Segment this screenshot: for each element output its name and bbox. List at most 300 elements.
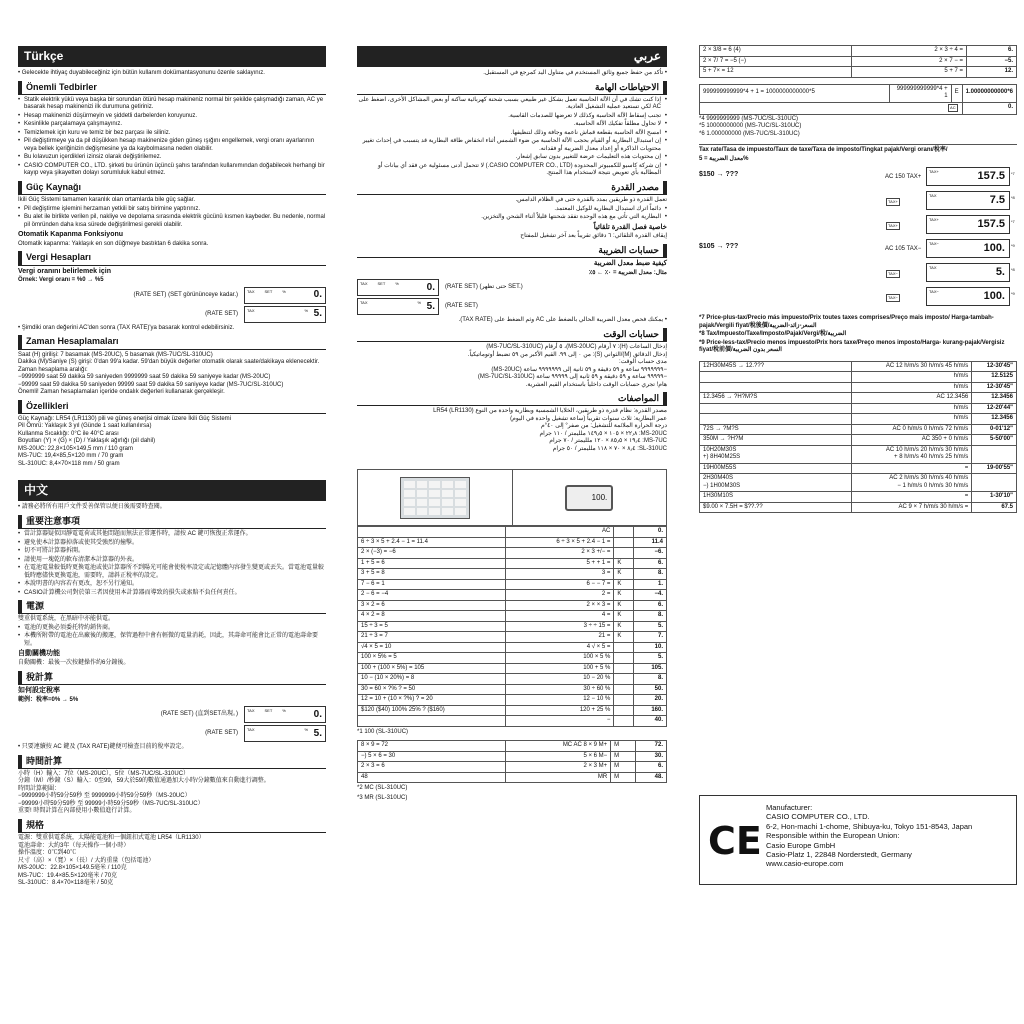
flag-cell	[614, 695, 634, 706]
list-item: • Temizlemek için kuru ve temiz bir bez parçası ile siliniz.	[18, 130, 326, 138]
table-row	[700, 46, 1017, 57]
flag-cell: M	[611, 762, 636, 773]
expression-cell: 15 ÷ 3 = 5	[358, 621, 506, 632]
intro-text: • Gelecekte ihtiyaç duyabileceğiniz için bütün kullanım dokümantasyonunu özenle saklayınız.	[18, 70, 265, 76]
expression-cell	[358, 527, 506, 538]
list-item: • Pil değiştirmeye ya da pil düşükken hesap makinenize giden güneş ışığını engellemek, vergi oranı ayarlarının veya bellek içeriğinizin değişmesine ya da kaybolmasına neden olabilir.	[18, 138, 326, 153]
result-cell: 72.	[635, 741, 666, 752]
expression-cell	[700, 414, 852, 425]
result-cell: 6.	[633, 600, 666, 611]
flag-cell: E	[951, 84, 962, 102]
section-banner-arabic: عربي	[357, 46, 667, 67]
table-row	[358, 653, 667, 664]
keys-cell: 2 =	[506, 590, 614, 601]
display-sample: 100.	[591, 492, 608, 502]
table-row	[700, 393, 1017, 404]
heading-time: 時間計算	[18, 755, 326, 769]
precautions-list	[357, 97, 667, 178]
list-item: • 避免使本計算器掉落或使其受強烈的撞擊。	[18, 540, 326, 548]
flag-cell	[614, 705, 634, 716]
keys-cell: MC AC 8 × 9 M+	[506, 741, 611, 752]
list-item: • 請使用一塊乾的軟布清潔本計算器的外表。	[18, 557, 326, 565]
keys-cell: −	[506, 716, 614, 727]
table-row	[700, 361, 1017, 372]
heading-autooff: Otomatik Kapanma Fonksiyonu	[18, 231, 124, 238]
flag-cell: M	[611, 751, 636, 762]
result-cell: 1.	[633, 579, 666, 590]
expression-cell: 12.3456 → ?H?M?S	[700, 393, 852, 404]
expression-cell: 8 × 9 = 72	[358, 741, 506, 752]
list-item: • إن استبدال البطارية أو القيام بحجب الآلة الحاسبة من ضوء الشمس أثناء انخفاض طاقة البطارية قد يتسبب في إحداث تغيير محتويات الذاكرة أو إعداد معدل الضريبة أو فقدانه.	[357, 138, 667, 153]
tax-setting-title: Vergi oranını belirlemek için	[18, 267, 111, 275]
keys-cell: h/m/s	[852, 403, 972, 414]
result-cell: 6.	[635, 762, 666, 773]
tax-setting-title: كيفية ضبط معدل الضريبة	[593, 260, 667, 267]
table-row	[700, 403, 1017, 414]
heading-spec: المواصفات	[357, 392, 667, 406]
keys-cell: AC 10 h/m/s 20 h/m/s 30 h/m/s + 8 h/m/s 40 h/m/s 25 h/m/s	[852, 445, 972, 463]
table-row	[358, 663, 667, 674]
keys-cell: AC 350 + 0 h/m/s	[852, 435, 972, 446]
keys-cell: 10 − 20 %	[506, 674, 614, 685]
power-list	[18, 625, 326, 649]
tax-example: 範例：稅率=0% → 5%	[18, 696, 79, 703]
result-cell: 6.	[633, 558, 666, 569]
result-cell: 50.	[633, 684, 666, 695]
table-row	[358, 762, 667, 773]
keys-cell: 21 =	[506, 632, 614, 643]
result-cell: 8.	[633, 569, 666, 580]
tax-step-row	[18, 725, 326, 742]
footnote-mark: *8	[1011, 195, 1015, 201]
calculator-display	[926, 287, 1010, 306]
column-arabic-examples	[357, 40, 667, 804]
result-cell: 19-00'55"	[972, 463, 1017, 474]
display-value: 157.5	[977, 170, 1005, 183]
power-text: تعمل القدرة ذو طريقين بمدد بالقدرة حتى في الظلام الدامس.	[515, 197, 667, 203]
keys-cell: 100 + 5 %	[506, 663, 614, 674]
list-item: • امسح الآلة الحاسبة بقطعة قماش ناعمة وجافة وذلك لتنظيفها.	[357, 130, 667, 138]
keys-cell: h/m/s	[852, 382, 972, 393]
expression-cell: 30 = 60 × ?% ? = 50	[358, 684, 506, 695]
table-row	[358, 611, 667, 622]
tax-step-text: (RATE SET)	[205, 310, 238, 317]
keys-cell: 6 − − 7 =	[506, 579, 614, 590]
keys-cell: 5 × 6 M−	[506, 751, 611, 762]
result-cell	[972, 445, 1017, 463]
keypad-illustration-cell	[358, 470, 513, 526]
flag-cell: K	[614, 611, 634, 622]
footnote-mark: *9	[1011, 291, 1015, 297]
result-cell: 12.	[967, 67, 1017, 78]
result-cell: 5-50'00"	[972, 435, 1017, 446]
calculator-display: TAX % 5.	[357, 298, 439, 315]
footnote: *2 MC (SL-310UC)	[357, 785, 408, 792]
expression-cell	[700, 372, 852, 383]
tax-step-row	[357, 298, 667, 315]
tax-note: *7 Price-plus-tax/Precio más impuesto/Prix toutes taxes comprises/Preço mais imposto/ Harga-tambah-pajak/Vergili fiyat/稅後價/السعر-زائد-الضريبة	[699, 315, 994, 329]
expression-cell: −) 5 × 6 = 30	[358, 751, 506, 762]
memory-examples	[357, 740, 667, 783]
expression-cell: 2H30M40S −) 1H00M30S	[700, 474, 852, 492]
tax-example: Örnek: Vergi oranı = %0 → %5	[18, 277, 104, 284]
heading-autooff: خاصية فصل القدرة تلقائياً	[593, 223, 667, 231]
tax-minus-row	[699, 287, 1017, 311]
keys-cell: 12 − 10 %	[506, 695, 614, 706]
table-row	[358, 621, 667, 632]
table-row	[358, 716, 667, 727]
display-value: 157.5	[977, 218, 1005, 231]
result-cell: 0-01'12"	[972, 424, 1017, 435]
flag-cell: M	[611, 772, 636, 783]
precautions-list	[18, 531, 326, 597]
result-cell	[972, 474, 1017, 492]
expression-cell: 2 × (−3) = −6	[358, 548, 506, 559]
flag-cell	[614, 716, 634, 727]
column-right-examples	[699, 45, 1017, 885]
keys-cell	[700, 102, 963, 114]
heading-spec: 規格	[18, 819, 326, 833]
table-row	[700, 102, 1017, 114]
expression-cell: 350M → ?H?M	[700, 435, 852, 446]
calculator-display	[926, 239, 1010, 258]
spec-text: 電源：雙重供電系統，太陽能電池和一個鈕扣式電池 LR54（LR1130） 電池壽命：大約3年（每天操作一個小時） 操作溫度：0℃到40℃ 尺寸（高）×（寬）×（長）/ 大約重量（包括電池） MS-20UC：22.8×105×149.5毫米 / 110克 MS-7UC：19.4×85.5×120毫米 / 70克 SL-310UC：8.4×70×118毫米 / 50克	[18, 835, 205, 886]
list-item: • Hesap makinenizi düşürmeyin ve şiddetli darbelerden koruyunuz.	[18, 113, 326, 121]
keys-cell: MR	[506, 772, 611, 783]
calculator-display	[926, 191, 1010, 210]
keys-cell: 3 =	[506, 569, 614, 580]
keys-cell: AC 12 h/m/s 30 h/m/s 45 h/m/s	[852, 361, 972, 372]
tax-note: *9 Price-less-tax/Precio menos impuesto/Prix hors taxe/Preço menos imposto/Harga- kurang-pajak/Vergisiz fiyat/稅前價/السعر بدون الضريبة	[699, 339, 1005, 354]
expression-cell: 5 + 7× = 12	[700, 67, 852, 78]
heading-precautions: الاحتياطات الهامة	[357, 81, 667, 95]
flag-cell	[614, 642, 634, 653]
power-list	[18, 206, 326, 230]
tax-plus-label: $150 → ???	[699, 171, 739, 179]
tax-step-text: (RATE SET) (直到SET出現。)	[160, 710, 238, 717]
tax-key: TAX−	[888, 271, 898, 277]
flag-cell: K	[614, 569, 634, 580]
tax-example: مثال: معدل الضريبة = ٠٪ ← ٥٪	[589, 269, 667, 276]
result-cell: 8.	[633, 611, 666, 622]
tax-plus-keys: AC 150 TAX+	[885, 174, 922, 181]
tax-minus-row	[699, 239, 1017, 263]
display-tag: TAX−	[929, 289, 939, 295]
calculator-display	[926, 215, 1010, 234]
calculator-display: TAX SET % 0.	[357, 279, 439, 296]
tax-key: TAX−	[888, 295, 898, 301]
display-icon	[565, 485, 613, 511]
tax-rate-title-ar: معدل الضريبة = 5%	[699, 155, 749, 162]
calculator-display: TAX SET % 0.	[244, 706, 326, 723]
precautions-list	[18, 97, 326, 178]
list-item: • لا تحاول مطلقاً تفكيك الآلة الحاسبة.	[357, 121, 667, 129]
keys-cell: h/m/s	[852, 372, 972, 383]
tax-plus-row	[699, 191, 1017, 215]
tax-plus-row	[699, 215, 1017, 239]
table-row	[700, 502, 1017, 513]
time-text: Saat (H) girilişi: 7 basamak (MS-20UC), 5 basamak (MS-7UC/SL-310UC) Dakika (M)/Saniye (S) girişi: 0'dan 99'a kadar. 59'dan büyük değerler otomatik olarak saate/dakikaya eklenecektir. Zaman hesaplama aralığı: −9999999 saat 59 dakika 59 saniyeden 9999999 saat 59 dakika 59 saniyeye kadar (MS-20UC) −99999 saat 59 dakika 59 saniyeden 99999 saat 59 dakika 59 saniyeye kadar (MS-7UC/SL-310UC) Önemli! Zaman hesaplamaları içeride ondalık değerleri kullanarak gerçekleşir.	[18, 351, 320, 395]
time-text: إدخال الساعات (H): ٧ أرقام (MS-20UC)، ٥ أرقام (MS-7UC/SL-310UC) إدخال الدقائق (M)/الثواني (S): من ٠ إلى ٩٩. القيم الأكبر من ٥٩ تضبط أوتوماتيكياً. مدى حساب الوقت: −٩٩٩٩٩٩٩ ساعة و ٥٩ دقيقة و ٥٩ ثانية إلى ٩٩٩٩٩٩٩ ساعة (MS-20UC) −٩٩٩٩٩ ساعة و ٥٩ دقيقة و ٥٩ ثانية إلى ٩٩٩٩٩ ساعة (MS-7UC/SL-310UC) هام! تجري حسابات الوقت داخلياً باستخدام القيم العشرية.	[467, 344, 667, 388]
flag-cell: K	[614, 632, 634, 643]
table-row	[700, 414, 1017, 425]
result-cell: 8.	[633, 674, 666, 685]
tax-step-text: (RATE SET) (SET görününceye kadar.)	[133, 291, 238, 298]
expression-cell: 4 × 2 = 8	[358, 611, 506, 622]
tax-step-row	[18, 306, 326, 323]
keys-cell: 6 ÷ 3 × 5 + 2.4 − 1 =	[506, 537, 614, 548]
result-cell: 12.5125	[972, 372, 1017, 383]
table-row	[700, 492, 1017, 503]
keys-cell: 2 × 7 − =	[852, 56, 967, 67]
display-tag: TAX	[929, 193, 937, 199]
spec-text: Güç Kaynağı: LR54 (LR1130) pili ve güneş enerjisi olmak üzere İkili Güç Sistemi Pil Ömrü: Yaklaşık 3 yıl (Günde 1 saat kullanılırsa) Kullanma Sıcaklığı: 0°C ile 40°C arası Boyutları (Y) × (G) × (D) / Yaklaşık ağırlığı (pil dahil) MS-20UC: 22,8×105×149,5 mm / 110 gram MS-7UC: 19,4×85,5×120 mm / 70 gram SL-310UC: 8,4×70×118 mm / 50 gram	[18, 415, 231, 467]
expression-cell: 2 × 3/8 = 6 (4)	[700, 46, 852, 57]
expression-cell: 2 × 3 = 6	[358, 762, 506, 773]
overflow-example	[699, 84, 1017, 115]
heading-power: مصدر القدرة	[357, 181, 667, 195]
display-value: 7.5	[989, 194, 1005, 207]
tax-note: *8 Tax/Impuesto/Taxe/Imposto/Pajak/Vergi/稅/الضريبة	[699, 331, 847, 338]
display-value: 0.	[426, 281, 435, 293]
table-row	[358, 705, 667, 716]
table-row	[358, 569, 667, 580]
keys-cell: 4 √ × 5 =	[506, 642, 614, 653]
table-row	[700, 67, 1017, 78]
keys-cell: 4 =	[506, 611, 614, 622]
heading-tax: حسابات الضريبة	[357, 244, 667, 258]
intro-text: • 請務必將所有用戶文件妥善保管以便日後需要時查閱。	[18, 504, 166, 511]
autooff-text: 自動關機：最後一次按鍵操作約6分鐘後。	[18, 660, 130, 666]
display-value: 5.	[426, 300, 435, 312]
list-item: • 在電池電量較低時更換電池或使計算器所不到陽光可能會使稅率設定或記憶體內容發生變更或丟失。當電池電量較低時應儘快更換電池，需要時，請斜正稅率的設定。	[18, 565, 326, 580]
list-item: • إن محتويات هذه التعليمات عرضة للتغيير بدون سابق إشعار.	[357, 154, 667, 162]
table-row	[358, 674, 667, 685]
tax-note: • Şimdiki oran değerini AC'den sonra (TAX RATE)'ya basarak kontrol edebilirsiniz.	[18, 324, 235, 331]
expression-cell: 12H30M45S → 12.???	[700, 361, 852, 372]
keys-cell: 2 × 3 M+	[506, 762, 611, 773]
result-cell: 5.	[633, 653, 666, 664]
tax-rate-title: Tax rate/Tasa de impuesto/Taux de taxe/Taxa de imposto/Tingkat pajak/Vergi oranı/稅率/	[699, 147, 948, 154]
keys-cell: 120 + 25 %	[506, 705, 614, 716]
fraction-examples	[699, 45, 1017, 78]
flag-cell	[614, 537, 634, 548]
result-cell: −4.	[633, 590, 666, 601]
keys-cell: 5 + + 1 =	[506, 558, 614, 569]
display-value: 100.	[983, 242, 1005, 255]
keys-cell: AC 12.3456	[852, 393, 972, 404]
flag-cell: K	[614, 558, 634, 569]
expression-cell: 12 = 10 + (10 × ?%) ? = 20	[358, 695, 506, 706]
expression-cell: 7 − 6 = 1	[358, 579, 506, 590]
keys-cell: 2 × 3 ÷ 4 =	[852, 46, 967, 57]
tax-step-text: (RATE SET)	[205, 729, 238, 736]
result-cell: 48.	[635, 772, 666, 783]
heading-autooff: 自動關機功能	[18, 650, 60, 658]
list-item: • Kesinlikle parçalamaya çalışmayınız.	[18, 121, 326, 129]
display-tag: TAX+	[929, 169, 939, 175]
expression-cell: $9.00 × 7.5H = $??.??	[700, 502, 852, 513]
tax-key: TAX+	[888, 223, 898, 229]
footnote-mark: *8	[1011, 267, 1015, 273]
flag-cell: M	[611, 741, 636, 752]
table-row	[358, 548, 667, 559]
result-cell: 160.	[633, 705, 666, 716]
table-row	[358, 632, 667, 643]
table-row	[358, 684, 667, 695]
tax-minus-label: $105 → ???	[699, 243, 739, 251]
heading-power: 電源	[18, 600, 326, 614]
calculator-display: TAX % 5.	[244, 306, 326, 323]
table-row	[700, 463, 1017, 474]
expression-cell: 3 + 5 = 8	[358, 569, 506, 580]
illustration-row	[358, 470, 667, 526]
list-item: • 電池的更換必須委托特約銷售商。	[18, 625, 326, 633]
result-cell: −6.	[633, 548, 666, 559]
result-cell: 105.	[633, 663, 666, 674]
keys-cell: AC 2 h/m/s 30 h/m/s 40 h/m/s − 1 h/m/s 0 h/m/s 30 h/m/s	[852, 474, 972, 492]
tax-step-row	[357, 279, 667, 296]
list-item: • إن شركة كاسيو للكمبيوتر المحدودة (CASIO COMPUTER CO., LTD.) لا تتحمل أدنى مسئولية عن فقد أي بيانات أو المطالبة بأي تعويض نتيجة لاستخدام هذا المنتج.	[357, 163, 667, 178]
expression-cell: 2 − 6 = −4	[358, 590, 506, 601]
list-item: • Pil değiştirme işlemini herzaman yetkili bir satış birimine yaptırınız.	[18, 206, 326, 214]
result-cell: 11.4	[633, 537, 666, 548]
time-text: 小時（H）輸入：7位（MS-20UC），5位（MS-7UC/SL-310UC） 分鐘（M）/秒鐘（S）輸入：0至99，59大於59的數值通過加大小時/分鐘數值來自動進行調整。 時間計算範圍： −9999999小時59分59秒 至 9999999小時59分59秒（MS-20UC） −99999小時59分59秒 至 99999小時59分59秒（MS-7UC/SL-310UC） 重要! 時間計算在內部使用小數值進行計算。	[18, 770, 270, 815]
expression-cell	[358, 716, 506, 727]
expression-cell: 19H00M55S	[700, 463, 852, 474]
keys-cell: AC	[506, 527, 614, 538]
footnote: *1 100 (SL-310UC)	[357, 728, 409, 735]
footnote-mark: *7	[1011, 219, 1015, 225]
list-item: • Bu kılavuzun içerdikleri izinsiz olarak değiştirilemez.	[18, 154, 326, 162]
heading-time: Zaman Hesaplamaları	[18, 335, 326, 349]
tax-minus-row	[699, 263, 1017, 287]
list-item: • 本說明書的內容若有更改，恕不另行通知。	[18, 581, 326, 589]
time-examples	[699, 361, 1017, 514]
tax-step-row	[18, 287, 326, 304]
tax-step-text: (RATE SET) (حتى تظهر SET.)	[445, 284, 523, 290]
keys-cell: 30 ÷ 60 %	[506, 684, 614, 695]
calculator-display: TAX SET % 0.	[244, 287, 326, 304]
result-cell: 0.	[962, 102, 1016, 114]
table-row	[700, 56, 1017, 67]
result-cell: 7.	[633, 632, 666, 643]
expression-cell: 10 − (10 × 20%) = 8	[358, 674, 506, 685]
tax-key: TAX+	[888, 199, 898, 205]
table-row	[700, 474, 1017, 492]
result-cell: 10.	[633, 642, 666, 653]
display-tag: TAX+	[929, 217, 939, 223]
column-turkish-chinese	[18, 40, 326, 889]
list-item: • CASIO COMPUTER CO., LTD. şirketi bu ürünün üçüncü şahıs tarafından kullanımından doğabilecek herhangi bir kayıp veya şikayetten dolayı sorumluluk kabul etmez.	[18, 163, 326, 178]
examples-table	[357, 469, 667, 526]
expression-cell	[700, 403, 852, 414]
list-item: • تجنب إسقاط الآلة الحاسبة وكذلك لا تعرضها للصدمات القاسية.	[357, 113, 667, 121]
manufacturer-box	[699, 795, 1017, 885]
expression-cell: 3 × 2 = 6	[358, 600, 506, 611]
expression-cell: 21 ÷ 3 = 7	[358, 632, 506, 643]
section-banner-chinese: 中文	[18, 480, 326, 501]
expression-cell	[700, 382, 852, 393]
table-row	[700, 84, 1017, 102]
expression-cell: 1 + 5 = 6	[358, 558, 506, 569]
table-row	[358, 751, 667, 762]
result-cell: 12-30'45"	[972, 361, 1017, 372]
table-row	[358, 642, 667, 653]
display-value: 100.	[983, 290, 1005, 303]
result-cell: 12.3456	[972, 393, 1017, 404]
expression-cell: 100 + (100 × 5%) = 105	[358, 663, 506, 674]
display-tag: TAX	[929, 265, 937, 271]
keys-cell: 100 × 5 %	[506, 653, 614, 664]
flag-cell: K	[614, 590, 634, 601]
keys-cell: 2 × × 3 =	[506, 600, 614, 611]
table-row	[358, 579, 667, 590]
autooff-text: إيقاف القدرة التلقائي: ٦ دقائق تقريباً بعد آخر تشغيل للمفتاح	[520, 233, 667, 240]
heading-tax: Vergi Hesapları	[18, 251, 326, 265]
power-text: 雙重供電系統，在黑暗中亦能供電。	[18, 616, 115, 623]
list-item: • إذا كنت تشك في أن الآلة الحاسبة تعمل بشكل غير طبيعي بسبب شحنة كهربائية ساكنة أو بعض المشاكل الأخرى، اضغط على AC لكي تستعيد عملية التشغيل العادية.	[357, 97, 667, 112]
calc-examples	[357, 526, 667, 727]
flag-cell	[614, 653, 634, 664]
keys-cell: 5 + 7 =	[852, 67, 967, 78]
list-item: • Statik elektrik yükü veya başka bir sorundan ötürü hesap makineniz normal bir şekilde çalışmadığı zaman, AC ye basarak hesap makinenizi ilk durumuna getiriniz.	[18, 97, 326, 112]
list-item: • 本機所附帶的電池在出廠後的搬運，保管過程中會有輕微的電量消耗，因此，其壽命可能會比正常的電池壽命要短。	[18, 633, 326, 648]
table-row	[358, 590, 667, 601]
table-row	[358, 600, 667, 611]
display-illustration-cell	[512, 470, 667, 526]
list-item: • 當計算器疑似因靜電電荷或其他問題而無法正常運作時，請按 AC 鍵可恢復正常運作。	[18, 531, 326, 539]
keys-cell: 999999999999*4 + 1	[890, 84, 951, 102]
result-cell: 30.	[635, 751, 666, 762]
result-cell: 67.5	[972, 502, 1017, 513]
table-row	[358, 741, 667, 752]
heading-precautions: Önemli Tedbirler	[18, 81, 326, 95]
keys-cell: =	[852, 463, 972, 474]
power-text: İkili Güç Sistemi tamamen karanlık olan ortamlarda bile güç sağlar.	[18, 197, 196, 203]
power-list	[357, 206, 667, 222]
table-row	[358, 695, 667, 706]
tax-note: • 只要連續按 AC 鍵及 (TAX RATE)鍵便可檢查目前的稅率設定。	[18, 744, 188, 750]
heading-spec: Özellikleri	[18, 400, 326, 414]
tax-step-row	[18, 706, 326, 723]
display-value: 0.	[313, 708, 322, 720]
tax-note: • يمكنك فحص معدل الضريبة الحالي بالضغط على AC وثم الضغط على (TAX RATE).	[458, 317, 667, 324]
result-cell: 12.3456	[972, 414, 1017, 425]
table-row	[358, 527, 667, 538]
flag-cell	[614, 527, 634, 538]
flag-cell	[614, 548, 634, 559]
expression-cell: 10H20M30S +) 8H40M25S	[700, 445, 852, 463]
result-cell: 0.	[633, 527, 666, 538]
table-row	[700, 435, 1017, 446]
keypad-icon	[400, 477, 470, 519]
heading-tax: 稅計算	[18, 671, 326, 685]
tax-step-text: (RATE SET)	[445, 303, 478, 309]
tax-minus-keys: AC 105 TAX−	[885, 246, 922, 253]
expression-cell: 48	[358, 772, 506, 783]
keys-cell: 3 ÷ ÷ 15 =	[506, 621, 614, 632]
result-cell: 12-30'45"	[972, 382, 1017, 393]
table-row	[358, 772, 667, 783]
intro-text: • تأكد من حفظ جميع وثائق المستخدم في متناول اليد كمرجع في المستقبل.	[483, 70, 667, 76]
calculator-display: TAX % 5.	[244, 725, 326, 742]
calculator-display	[926, 263, 1010, 282]
flag-cell	[614, 674, 634, 685]
list-item: • Bu alet ile birlikte verilen pil, nakliye ve depolama sırasında elektrik gücünü kısmen kaybeder. Bu nedenle, normal pil ömründen daha kısa sürede değiştirilmesi gerekli olabilir.	[18, 214, 326, 229]
manufacturer-text: Manufacturer: CASIO COMPUTER CO., LTD. 6-2, Hon-machi 1-chome, Shibuya-ku, Tokyo 151-8543, Japan Responsible within the European Union: Casio Europe GmbH Casio-Platz 1, 22848 Norderstedt, Germany www.casio-europe.com	[766, 803, 973, 869]
tax-setting-title: 如何設定稅率	[18, 686, 60, 694]
